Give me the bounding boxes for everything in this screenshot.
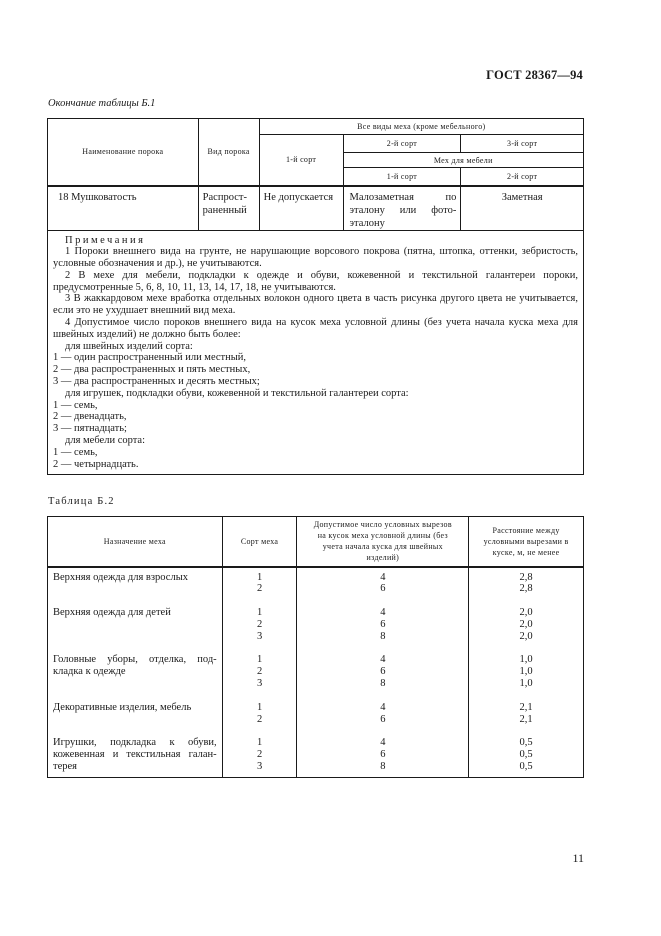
- table2-caption: Таблица Б.2: [48, 496, 115, 507]
- allowed-cuts-value: 6: [380, 618, 386, 630]
- purpose-column: [48, 567, 223, 778]
- allowed-cuts-value: 8: [380, 678, 386, 690]
- grade2-cell: Малозаметная по эталону или фотоэталону: [343, 186, 461, 231]
- allowed-cuts-group: [297, 654, 468, 689]
- cut-distance-value: 2,1: [519, 701, 533, 713]
- grade-group: [223, 737, 297, 772]
- grade-value: 3: [256, 678, 263, 690]
- header-defect-name: Наименование порока: [48, 119, 199, 186]
- distance-column: [469, 567, 584, 778]
- note-4-line: 2 — два распространенных и пять местных,: [53, 364, 251, 376]
- grade-group: [223, 702, 297, 726]
- table1-caption: Окончание таблицы Б.1: [48, 98, 156, 109]
- allowed-cuts-value: 6: [380, 749, 386, 761]
- notes-block: [48, 230, 584, 475]
- allowed-column: [297, 567, 469, 778]
- grade-value: 2: [256, 618, 263, 630]
- header-fur-grade: Сорт меха: [222, 517, 297, 567]
- purpose-group: [53, 654, 217, 689]
- cut-distance-value: 1,0: [519, 678, 533, 690]
- grade-value: 1: [256, 737, 263, 749]
- header-grade-2: 2-й сорт: [343, 135, 461, 153]
- allowed-cuts-value: 6: [380, 666, 386, 678]
- header-cut-distance: Расстояние между условными вырезами в куске, м, не менее: [469, 517, 584, 567]
- note-2: 2 В мехе для мебели, подкладки к одежде и обуви, кожевенной и текстильной галантереи пороки, предусмотренные 5, 6, 8, 10, 11, 13, 14, 17, 18, не учитываются.: [53, 269, 578, 293]
- grade-value: 1: [256, 607, 263, 619]
- grade3-cell: Заметная: [461, 186, 584, 231]
- grade-value: 2: [256, 583, 263, 595]
- grade-group: [223, 572, 297, 596]
- allowed-cuts-value: 4: [380, 571, 386, 583]
- cut-distance-group: [469, 702, 583, 726]
- grade-value: 3: [256, 630, 263, 642]
- header-allowed-cuts: Допустимое число условных вырезов на кусок меха условной длины (без учета начала куска для швейных изделий): [297, 517, 469, 567]
- purpose-text: Декоративные изделия, мебель: [53, 701, 192, 713]
- cut-distance-value: 0,5: [519, 749, 533, 761]
- purpose-text: Верхняя одежда для взрослых: [53, 571, 189, 583]
- defect-name-cell: 18 Мушковатость: [48, 186, 199, 231]
- grade-value: 1: [256, 571, 263, 583]
- cut-distance-value: 2,8: [519, 583, 533, 595]
- cut-distance-group: [469, 572, 583, 596]
- grade-value: 2: [256, 713, 263, 725]
- header-fur-purpose: Назначение меха: [48, 517, 223, 567]
- grade-value: 3: [256, 761, 263, 773]
- notes-title: Примечания: [65, 234, 146, 246]
- allowed-cuts-value: 4: [380, 701, 386, 713]
- note-4-line: для мебели сорта:: [65, 435, 146, 447]
- note-4-line: 1 — один распространенный или местный,: [53, 352, 247, 364]
- allowed-cuts-value: 6: [380, 583, 386, 595]
- document-code: ГОСТ 28367—94: [486, 68, 583, 82]
- note-3: 3 В жаккардовом мехе вработка отдельных волокон одного цвета в часть рисунка другого цвета не учитывается, если это не ухудшает внешний вид меха.: [53, 293, 578, 317]
- grade-value: 1: [256, 654, 263, 666]
- header-furniture-grade-1: 1-й сорт: [343, 168, 461, 186]
- header-defect-type: Вид порока: [198, 119, 259, 186]
- allowed-cuts-group: [297, 572, 468, 596]
- page-number: 11: [572, 851, 584, 865]
- allowed-cuts-value: 4: [380, 607, 386, 619]
- cut-distance-value: 0,5: [519, 737, 533, 749]
- allowed-cuts-value: 8: [380, 761, 386, 773]
- cut-distance-group: [469, 654, 583, 689]
- allowed-cuts-value: 8: [380, 630, 386, 642]
- defect-type-cell: Распространенный: [198, 186, 259, 231]
- header-grade-1: 1-й сорт: [259, 135, 343, 186]
- cut-distance-value: 0,5: [519, 761, 533, 773]
- allowed-cuts-group: [297, 607, 468, 642]
- cut-distance-group: [469, 607, 583, 642]
- cut-distance-value: 1,0: [519, 666, 533, 678]
- allowed-cuts-group: [297, 702, 468, 726]
- grade-value: 2: [256, 666, 263, 678]
- header-furniture-fur: Мех для мебели: [343, 153, 583, 168]
- allowed-cuts-group: [297, 737, 468, 772]
- purpose-text: Игрушки, подкладка к обуви, кожевенная и текстильная галантерея: [53, 737, 217, 773]
- cut-distance-value: 2,0: [519, 618, 533, 630]
- note-4-line: 3 — два распространенных и десять местных;: [53, 376, 260, 388]
- note-4-line: 2 — двенадцать,: [53, 411, 127, 423]
- note-1: 1 Пороки внешнего вида на грунте, не нарушающие ворсового покрова (пятна, штопка, оттенки, зебристость, условные обозначения и др.), не учитываются.: [53, 246, 578, 270]
- note-4: 4 Допустимое число пороков внешнего вида на кусок меха условной длины (без учета начала куска меха для швейных изделий) не должно быть более:: [53, 317, 578, 340]
- header-furniture-grade-2: 2-й сорт: [461, 168, 584, 186]
- grade-group: [223, 607, 297, 642]
- cut-distance-group: [469, 737, 583, 772]
- grade-column: [222, 567, 297, 778]
- header-grade-3: 3-й сорт: [461, 135, 584, 153]
- note-4-line: для швейных изделий сорта:: [65, 340, 193, 352]
- purpose-group: [53, 607, 217, 642]
- grade1-cell: Не допускается: [259, 186, 343, 231]
- allowed-cuts-value: 4: [380, 654, 386, 666]
- allowed-cuts-value: 4: [380, 737, 386, 749]
- note-4-line: для игрушек, подкладки обуви, кожевенной и текстильной галантереи сорта:: [65, 387, 409, 399]
- grade-value: 1: [256, 701, 263, 713]
- allowed-cuts-value: 6: [380, 713, 386, 725]
- purpose-group: [53, 737, 217, 772]
- cut-distance-value: 1,0: [519, 654, 533, 666]
- note-4-line: 1 — семь,: [53, 399, 98, 411]
- cut-distance-value: 2,0: [519, 630, 533, 642]
- grade-group: [223, 654, 297, 689]
- purpose-group: [53, 702, 217, 726]
- note-4-line: 3 — пятнадцать;: [53, 423, 127, 435]
- header-all-fur-kinds: Все виды меха (кроме мебельного): [259, 119, 583, 135]
- purpose-text: Верхняя одежда для детей: [53, 607, 171, 619]
- purpose-text: Головные уборы, отделка, подкладка к одежде: [53, 654, 217, 678]
- defects-table: [47, 118, 584, 475]
- grade-value: 2: [256, 749, 263, 761]
- purpose-group: [53, 572, 217, 596]
- note-4-line: 2 — четырнадцать.: [53, 458, 139, 470]
- conditional-cuts-table: [47, 516, 584, 778]
- cut-distance-value: 2,0: [519, 607, 533, 619]
- cut-distance-value: 2,1: [519, 713, 533, 725]
- cut-distance-value: 2,8: [519, 571, 533, 583]
- note-4-line: 1 — семь,: [53, 446, 98, 458]
